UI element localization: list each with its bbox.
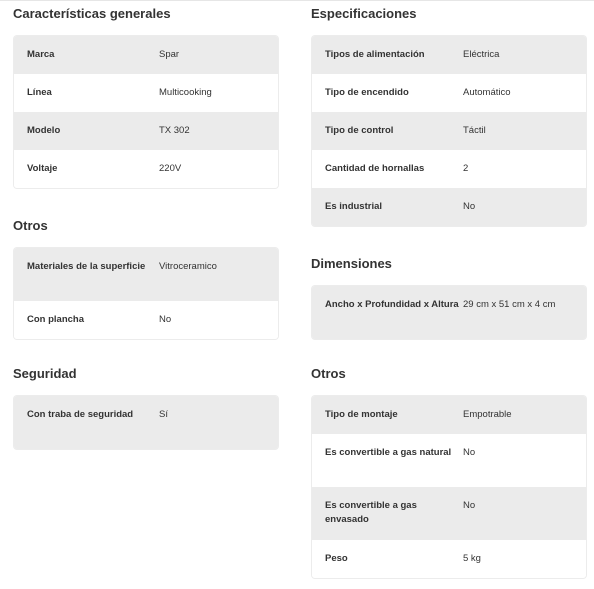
table-row (312, 112, 586, 150)
table-row (312, 188, 586, 226)
section-title: Características generales (13, 6, 171, 21)
table-row (312, 396, 586, 434)
table-row (14, 74, 278, 112)
row-label: Tipo de encendido (325, 87, 409, 98)
section-title: Otros (13, 218, 48, 233)
spec-table (13, 395, 279, 450)
section-title: Otros (311, 366, 346, 381)
table-row (14, 248, 278, 301)
row-label: Marca (27, 49, 55, 60)
spec-table (311, 285, 587, 340)
table-row (14, 36, 278, 74)
table-row (312, 434, 586, 487)
section-seguridad (13, 360, 279, 450)
table-row (312, 150, 586, 188)
section-title: Seguridad (13, 366, 77, 381)
table-row (312, 36, 586, 74)
table-row (312, 540, 586, 578)
row-value: No (463, 500, 476, 511)
row-label: Tipo de montaje (325, 409, 398, 420)
row-label: Es convertible a gas envasado (325, 500, 417, 525)
spec-table (13, 247, 279, 340)
row-label: Tipos de alimentación (325, 49, 425, 60)
row-value: Sí (159, 409, 168, 420)
row-label: Modelo (27, 125, 61, 136)
table-row (312, 286, 586, 339)
row-label: Cantidad de hornallas (325, 163, 425, 174)
row-value: Multicooking (159, 87, 212, 98)
row-value: 29 cm x 51 cm x 4 cm (463, 299, 556, 310)
row-value: Empotrable (463, 409, 512, 420)
row-value: Vitroceramico (159, 261, 217, 272)
right-column (311, 0, 587, 579)
section-title: Dimensiones (311, 256, 392, 271)
table-row (312, 487, 586, 540)
spec-table (13, 35, 279, 189)
section-otros-right (311, 360, 587, 579)
row-value: Táctil (463, 125, 486, 136)
row-label: Voltaje (27, 163, 58, 174)
row-label: Tipo de control (325, 125, 394, 136)
table-row (14, 301, 278, 339)
left-column (13, 0, 279, 450)
row-label: Es convertible a gas natural (325, 447, 452, 458)
row-value: 220V (159, 163, 182, 174)
table-row (14, 396, 278, 449)
row-label: Línea (27, 87, 52, 98)
row-value: No (463, 201, 476, 212)
table-row (14, 112, 278, 150)
row-value: 5 kg (463, 553, 481, 564)
row-value: 2 (463, 163, 469, 174)
row-value: Automático (463, 87, 511, 98)
row-label: Ancho x Profundidad x Altura (325, 299, 459, 310)
table-row (312, 74, 586, 112)
row-value: Eléctrica (463, 49, 500, 60)
section-dimensiones (311, 250, 587, 340)
row-value: TX 302 (159, 125, 190, 136)
section-title: Especificaciones (311, 6, 417, 21)
row-value: No (463, 447, 476, 458)
row-label: Con plancha (27, 314, 85, 325)
row-value: No (159, 314, 172, 325)
row-label: Peso (325, 553, 348, 564)
section-otros-left (13, 212, 279, 340)
spec-table (311, 35, 587, 227)
table-row (14, 150, 278, 188)
section-especificaciones (311, 0, 587, 227)
row-value: Spar (159, 49, 180, 60)
row-label: Con traba de seguridad (27, 409, 134, 420)
row-label: Materiales de la superficie (27, 261, 146, 272)
section-caracteristicas-generales (13, 0, 279, 189)
spec-table (311, 395, 587, 579)
row-label: Es industrial (325, 201, 383, 212)
